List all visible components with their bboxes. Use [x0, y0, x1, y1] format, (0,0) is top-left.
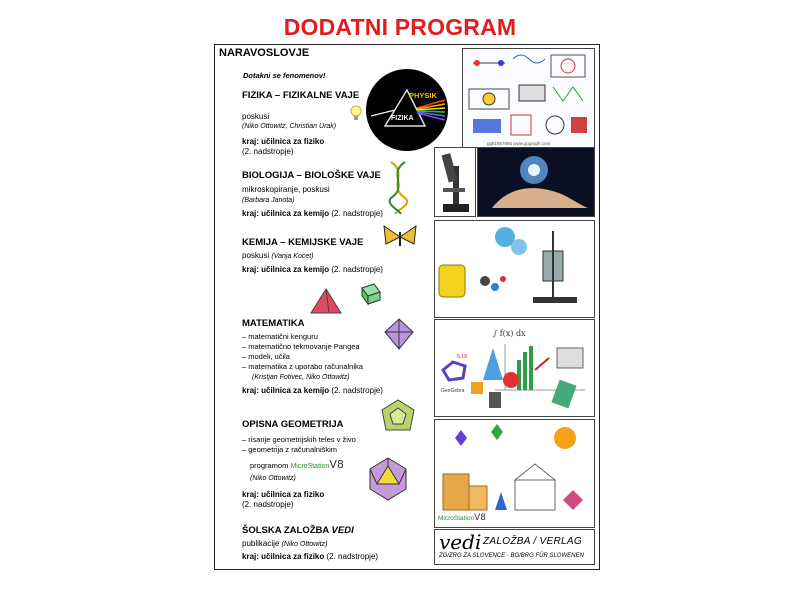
math-heading: MATEMATIKA [242, 318, 305, 329]
dna-helix-icon [383, 160, 413, 216]
cube-icon [356, 282, 382, 306]
butterfly-icon [380, 224, 420, 250]
pyramid-icon [309, 287, 343, 317]
publisher-heading: ŠOLSKA ZALOŽBA VEDI [242, 525, 354, 536]
list-item: – risanje geometrijskih teles v živo [242, 435, 356, 445]
tagline: Dotakni se fenomenov! [243, 71, 326, 80]
octahedron-icon [384, 318, 414, 350]
math-image-formula: ∫ f(x) dx [493, 329, 526, 338]
physics-image-caption: gg61957065 www.gograph.com [487, 141, 551, 146]
physics-heading: FIZIKA – FIZIKALNE VAJE [242, 90, 360, 101]
math-image-geogebra: GeoGebra [441, 388, 465, 394]
list-item: – matematični kenguru [242, 332, 363, 342]
list-item: – matematično tekmovanje Pangea [242, 342, 363, 352]
math-list [242, 332, 363, 372]
microstation-logo: MicroStation [290, 463, 330, 470]
list-item: – modeli, učila [242, 352, 363, 362]
chemistry-lab-image [434, 220, 595, 318]
lightbulb-icon [349, 104, 363, 122]
vedi-logo-subtitle: ZG/ZRG ZA SLOVENCE · BG/BRG FÜR SLOWENEN [439, 553, 584, 559]
publisher-location: kraj: učilnica za fiziko (2. nadstropje) [242, 552, 379, 561]
biology-authors: (Barbara Janota) [242, 197, 295, 204]
physics-location: kraj: učilnica za fiziko [242, 137, 325, 146]
biology-location: kraj: učilnica za kemijo (2. nadstropje) [242, 209, 383, 218]
physics-authors: (Niko Ottowitz, Christian Urak) [242, 123, 337, 130]
math-location: kraj: učilnica za kemijo (2. nadstropje) [242, 386, 383, 395]
physics-logo [365, 68, 449, 152]
geometry-location: kraj: učilnica za fiziko [242, 490, 325, 499]
geometry-image [434, 419, 595, 528]
biology-heading: BIOLOGIJA – BIOLOŠKE VAJE [242, 170, 381, 181]
hand-energy-image [477, 147, 595, 217]
section-label: NARAVOSLOVJE [219, 47, 310, 59]
physics-floor: (2. nadstropje) [242, 147, 294, 156]
math-image [434, 319, 595, 417]
list-item: – geometrija z računalniškim [242, 445, 356, 455]
chemistry-activity: poskusi (Vanja Kocet) [242, 251, 314, 260]
math-authors: (Kristjan Fotivec, Niko Ottowitz) [252, 374, 350, 381]
geometry-floor: (2. nadstropje) [242, 500, 294, 509]
microstation-version: V8 [329, 458, 344, 471]
physics-logo-text-2: FIZIKA [391, 115, 414, 122]
publisher-activity: publikacije (Niko Ottowitz) [242, 539, 328, 548]
page-title: DODATNI PROGRAM [283, 14, 517, 40]
geometry-program-line: programom MicroStationV8 [250, 458, 344, 471]
physics-diagram-image [462, 48, 595, 148]
biology-activity: mikroskopiranje, poskusi [242, 185, 330, 194]
physics-activity: poskusi [242, 112, 270, 121]
dodecahedron-icon [379, 398, 417, 436]
list-item: – matematika z uporabo računalnika [242, 362, 363, 372]
microscope-image [434, 147, 476, 217]
chemistry-heading: KEMIJA – KEMIJSKE VAJE [242, 237, 364, 248]
vedi-logo [434, 529, 595, 565]
physics-logo-text-1: PHYSIK [409, 91, 437, 100]
math-image-number: 6,19 [457, 354, 467, 360]
chemistry-location: kraj: učilnica za kemijo (2. nadstropje) [242, 265, 383, 274]
vedi-logo-title: ZALOŽBA / VERLAG [483, 536, 582, 547]
geometry-list [242, 435, 356, 455]
geometry-image-software: MicroStationV8 [438, 513, 487, 523]
vedi-logo-word: vedi [439, 530, 482, 554]
geometry-heading: OPISNA GEOMETRIJA [242, 419, 344, 430]
geometry-authors: (Niko Ottowitz) [250, 475, 296, 482]
icosahedron-icon [367, 456, 409, 502]
